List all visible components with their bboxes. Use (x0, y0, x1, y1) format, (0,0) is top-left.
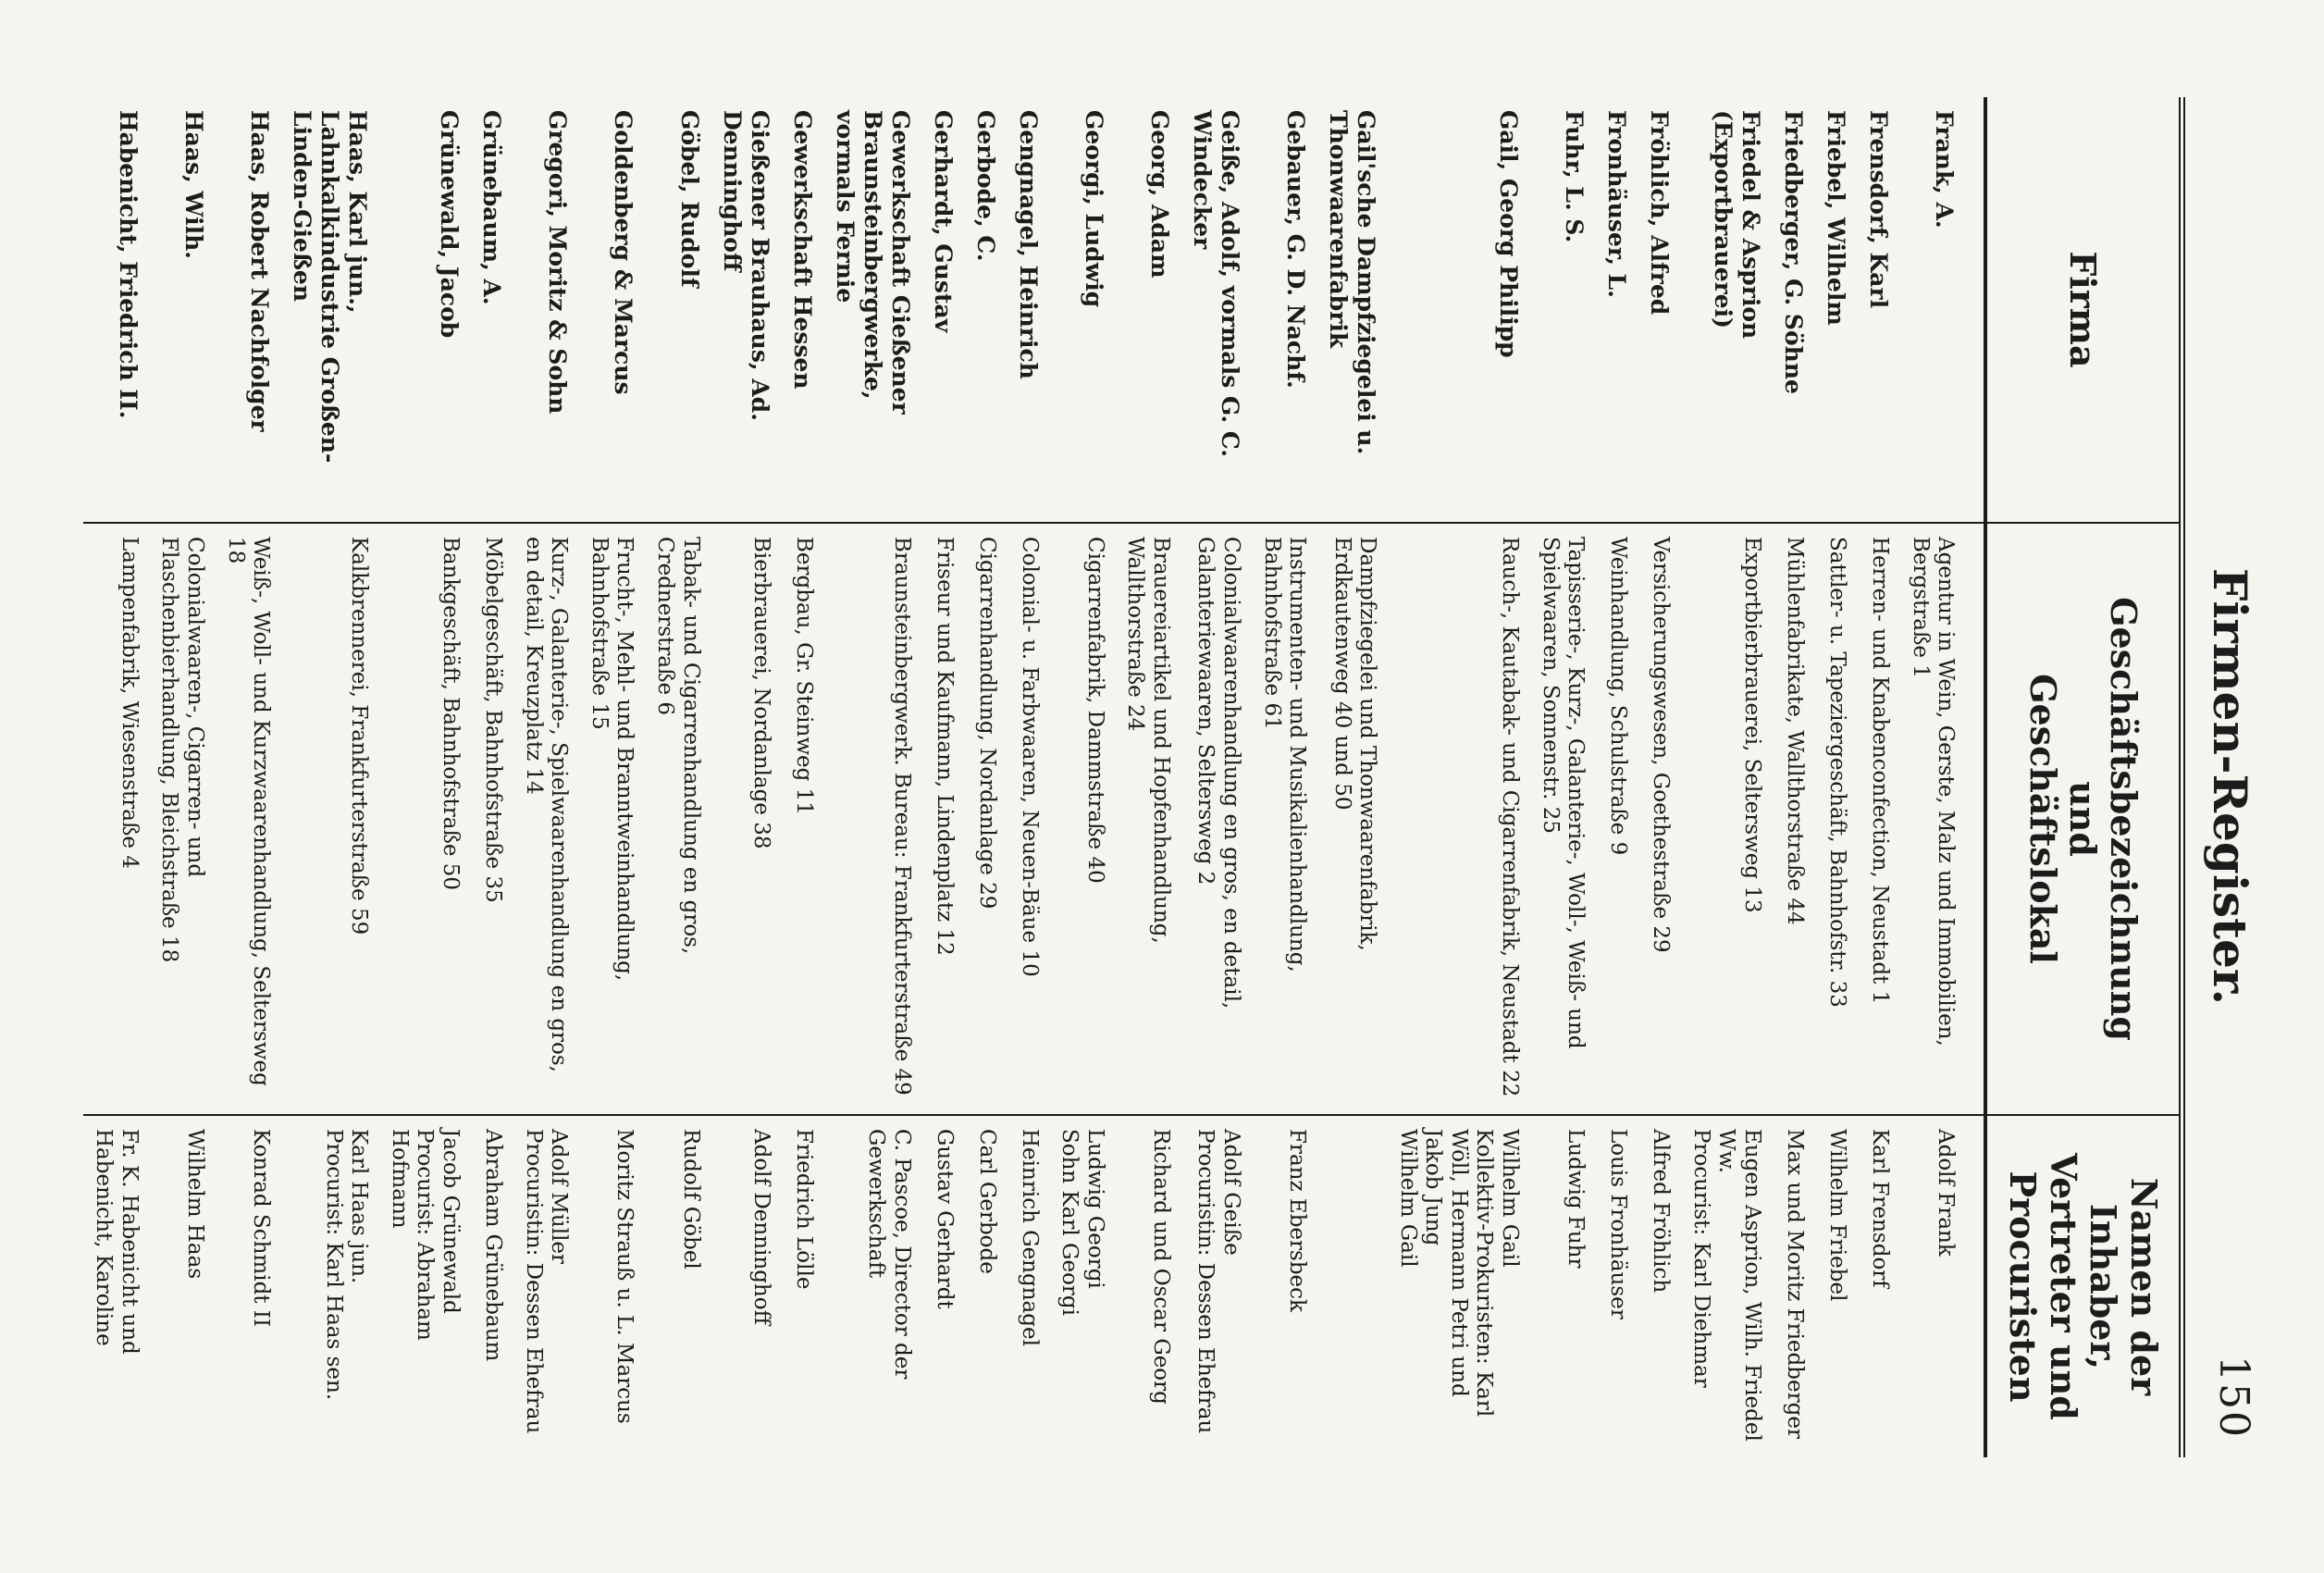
business-cell: Brauereiartikel und Hopfenhandlung, Wallthorstraße 24 (1115, 523, 1181, 1115)
owners-cell: Heinrich Gengnagel (1007, 1115, 1049, 1457)
table-row (578, 97, 644, 1457)
owners-cell: Richard und Oscar Georg (1115, 1115, 1181, 1457)
firm-cell: Gewerkschaft Hessen (788, 110, 816, 390)
business-cell: Kalkbrennerei, Frankfurterstraße 59 (280, 523, 378, 1115)
business-cell: Exportbierbrauerei, Seltersweg 13 (1680, 523, 1772, 1115)
business-cell: Weiß-, Woll- und Kurzwaarenhandlung, Seltersweg 18 (215, 523, 280, 1115)
business-cell: Dampfziegelei und Thonwaarenfabrik, Erdkautenweg 40 und 50 (1317, 523, 1387, 1115)
firm-cell: Gebauer, G. D. Nachf. (1282, 110, 1310, 389)
table-row (1814, 97, 1857, 1457)
table-row (1049, 97, 1115, 1457)
owners-cell: Adolf Denninghoff (711, 1115, 781, 1457)
owners-cell: Wilhelm Gail Kollektiv-Prokuristen: Karl Wöll, Hermann Petri und Jakob Jung Wilhelm Gail (1387, 1115, 1529, 1457)
table-row (921, 97, 964, 1457)
table-row (964, 97, 1007, 1457)
owners-cell: Friedrich Lölle (781, 1115, 823, 1457)
table-row (513, 97, 578, 1457)
owners-cell: C. Pascoe, Director der Gewerkschaft (823, 1115, 921, 1457)
table-row (823, 97, 921, 1457)
firm-cell: Habenicht, Friedrich II. (114, 110, 142, 419)
owners-cell: Eugen Asprion, Wilh. Friedel Ww. Procurist: Karl Diehmar (1680, 1115, 1772, 1457)
business-cell: Colonial- u. Farbwaaren, Neuen-Bäue 10 (1007, 523, 1049, 1115)
firm-cell: Frensdorf, Karl (1865, 110, 1893, 309)
firm-register-table (83, 97, 2185, 1457)
firm-cell: Haas, Robert Nachfolger (246, 110, 274, 432)
firm-cell: Friedel & Asprion (Exportbrauerei) (1710, 110, 1765, 340)
firm-cell: Friebel, Wilhelm (1823, 110, 1850, 326)
business-cell: Bierbrauerei, Nordanlage 38 (711, 523, 781, 1115)
business-cell: Braunsteinbergwerk. Bureau: Frankfurterstraße 49 (823, 523, 921, 1115)
owners-cell: Ludwig Georgi Sohn Karl Georgi (1049, 1115, 1115, 1457)
page-number: 150 (2210, 1356, 2257, 1439)
table-row (83, 97, 149, 1457)
business-cell: Bankgeschäft, Bahnhofstraße 50 (378, 523, 470, 1115)
table-row (711, 97, 781, 1457)
business-cell: Colonialwaarenhandlung en gros, en detail, Galanteriewaaren, Seltersweg 2 (1181, 523, 1251, 1115)
table-header-row (1985, 97, 2182, 1457)
firm-cell: Friedberger, G. Söhne (1780, 110, 1808, 394)
business-cell: Instrumenten- und Musikalienhandlung, Bahnhofstraße 61 (1251, 523, 1317, 1115)
business-cell: Lampenfabrik, Wiesenstraße 4 (83, 523, 149, 1115)
table-row (1772, 97, 1814, 1457)
business-cell: Mühlenfabrikate, Wallthorstraße 44 (1772, 523, 1814, 1115)
business-cell: Cigarrenfabrik, Dammstraße 40 (1049, 523, 1115, 1115)
register-body (83, 97, 1986, 1457)
firm-cell: Göbel, Rudolf (675, 110, 703, 288)
firm-cell: Fröhlich, Alfred (1646, 110, 1674, 316)
firm-cell: Gewerkschaft Gießener Braunsteinbergwerke, vormals Fernie (831, 110, 914, 415)
firm-cell: Grünewald, Jacob (436, 110, 463, 339)
owners-cell: Karl Haas jun. Procurist: Karl Haas sen. (280, 1115, 378, 1457)
owners-cell: Franz Ebersbeck (1251, 1115, 1317, 1457)
owners-cell: Fr. K. Habenicht und Habenicht, Karoline (83, 1115, 149, 1457)
owners-cell (1317, 1115, 1387, 1457)
table-row (470, 97, 513, 1457)
table-row (280, 97, 378, 1457)
owners-cell: Carl Gerbode (964, 1115, 1007, 1457)
table-row (215, 97, 280, 1457)
owners-cell: Gustav Gerhardt (921, 1115, 964, 1457)
firm-cell: Haas, Karl jun., Lahnkalkindustrie Großen-Linden-Gießen (289, 110, 372, 464)
firm-cell: Geiße, Adolf, vormals G. C. Windecker (1188, 110, 1243, 458)
owners-cell: Louis Fronhäuser (1595, 1115, 1638, 1457)
table-row (644, 97, 710, 1457)
owners-cell: Adolf Geiße Procuristin: Dessen Ehefrau (1181, 1115, 1251, 1457)
business-cell: Tabak- und Cigarrenhandlung en gros, Crednerstraße 6 (644, 523, 710, 1115)
firm-cell: Gail, Georg Philipp (1495, 110, 1523, 358)
firm-cell: Georgi, Ludwig (1080, 110, 1107, 308)
firm-cell: Gail'sche Dampfziegelei u. Thonwaarenfabrik (1325, 110, 1380, 455)
column-header-business: Geschäftsbezeichnung und Geschäftslokal (1985, 523, 2182, 1115)
business-cell: Weinhandlung, Schulstraße 9 (1595, 523, 1638, 1115)
firm-cell: Gerbode, C. (971, 110, 999, 262)
running-title: Firmen-Register. (2203, 567, 2257, 1006)
firm-cell: Haas, Wilh. (180, 110, 208, 260)
owners-cell: Adolf Müller Procuristin: Dessen Ehefrau (513, 1115, 578, 1457)
business-cell: Tapisserie-, Kurz-, Galanterie-, Woll-, Weiß- und Spielwaaren, Sonnenstr. 25 (1529, 523, 1595, 1115)
table-row (1317, 97, 1387, 1457)
business-cell: Sattler- u. Tapeziergeschäft, Bahnhofstr. 33 (1814, 523, 1857, 1115)
table-row (378, 97, 470, 1457)
owners-cell: Wilhelm Haas (149, 1115, 215, 1457)
firm-cell: Grünebaum, A. (478, 110, 505, 305)
table-row (781, 97, 823, 1457)
firm-cell: Goldenberg & Marcus (610, 110, 637, 395)
firm-cell: Gießener Brauhaus, Ad. Denninghoff (718, 110, 773, 421)
table-row (149, 97, 215, 1457)
column-header-firm: Firma (1985, 97, 2182, 523)
page-header (2194, 0, 2268, 1573)
firm-cell: Georg, Adam (1145, 110, 1173, 279)
business-cell: Rauch-, Kautabak- und Cigarrenfabrik, Neustadt 22 (1387, 523, 1529, 1115)
table-row (1115, 97, 1181, 1457)
business-cell: Kurz-, Galanterie-, Spielwaarenhandlung en gros, en detail, Kreuzplatz 14 (513, 523, 578, 1115)
owners-cell: Rudolf Göbel (644, 1115, 710, 1457)
business-cell: Herren- und Knabenconfection, Neustadt 1 (1857, 523, 1899, 1115)
table-row (1251, 97, 1317, 1457)
business-cell: Bergbau, Gr. Steinweg 11 (781, 523, 823, 1115)
table-row (1638, 97, 1680, 1457)
table-row (1007, 97, 1049, 1457)
owners-cell: Jacob Grünewald Procurist: Abraham Hofmann (378, 1115, 470, 1457)
business-cell: Friseur und Kaufmann, Lindenplatz 12 (921, 523, 964, 1115)
column-header-owners: Namen der Inhaber, Vertreter und Procuristen (1985, 1115, 2182, 1457)
owners-cell: Adolf Frank (1899, 1115, 1985, 1457)
business-cell: Möbelgeschäft, Bahnhofstraße 35 (470, 523, 513, 1115)
firm-cell: Frank, A. (1931, 110, 1959, 229)
owners-cell: Alfred Fröhlich (1638, 1115, 1680, 1457)
table-row (1899, 97, 1985, 1457)
business-cell: Frucht-, Mehl- und Branntweinhandlung, Bahnhofstraße 15 (578, 523, 644, 1115)
owners-cell: Max und Moritz Friedberger (1772, 1115, 1814, 1457)
owners-cell: Ludwig Fuhr (1529, 1115, 1595, 1457)
owners-cell: Wilhelm Friebel (1814, 1115, 1857, 1457)
table-row (1529, 97, 1595, 1457)
table-row (1680, 97, 1772, 1457)
firm-cell: Gerhardt, Gustav (929, 110, 957, 333)
table-row (1387, 97, 1529, 1457)
owners-cell: Moritz Strauß u. L. Marcus (578, 1115, 644, 1457)
business-cell: Versicherungswesen, Goethestraße 29 (1638, 523, 1680, 1115)
firm-cell: Fronhäuser, L. (1603, 110, 1631, 298)
owners-cell: Abraham Grünebaum (470, 1115, 513, 1457)
firm-cell: Gregori, Moritz & Sohn (544, 110, 572, 415)
firm-cell: Fuhr, L. S. (1561, 110, 1588, 243)
table-row (1181, 97, 1251, 1457)
business-cell: Colonialwaaren-, Cigarren- und Flaschenbierhandlung, Bleichstraße 18 (149, 523, 215, 1115)
firm-cell: Gengnagel, Heinrich (1014, 110, 1042, 379)
table-row (1857, 97, 1899, 1457)
owners-cell: Karl Frensdorf (1857, 1115, 1899, 1457)
owners-cell: Konrad Schmidt II (215, 1115, 280, 1457)
business-cell: Cigarrenhandlung, Nordanlage 29 (964, 523, 1007, 1115)
table-row (1595, 97, 1638, 1457)
business-cell: Agentur in Wein, Gerste, Malz und Immobilien, Bergstraße 1 (1899, 523, 1985, 1115)
